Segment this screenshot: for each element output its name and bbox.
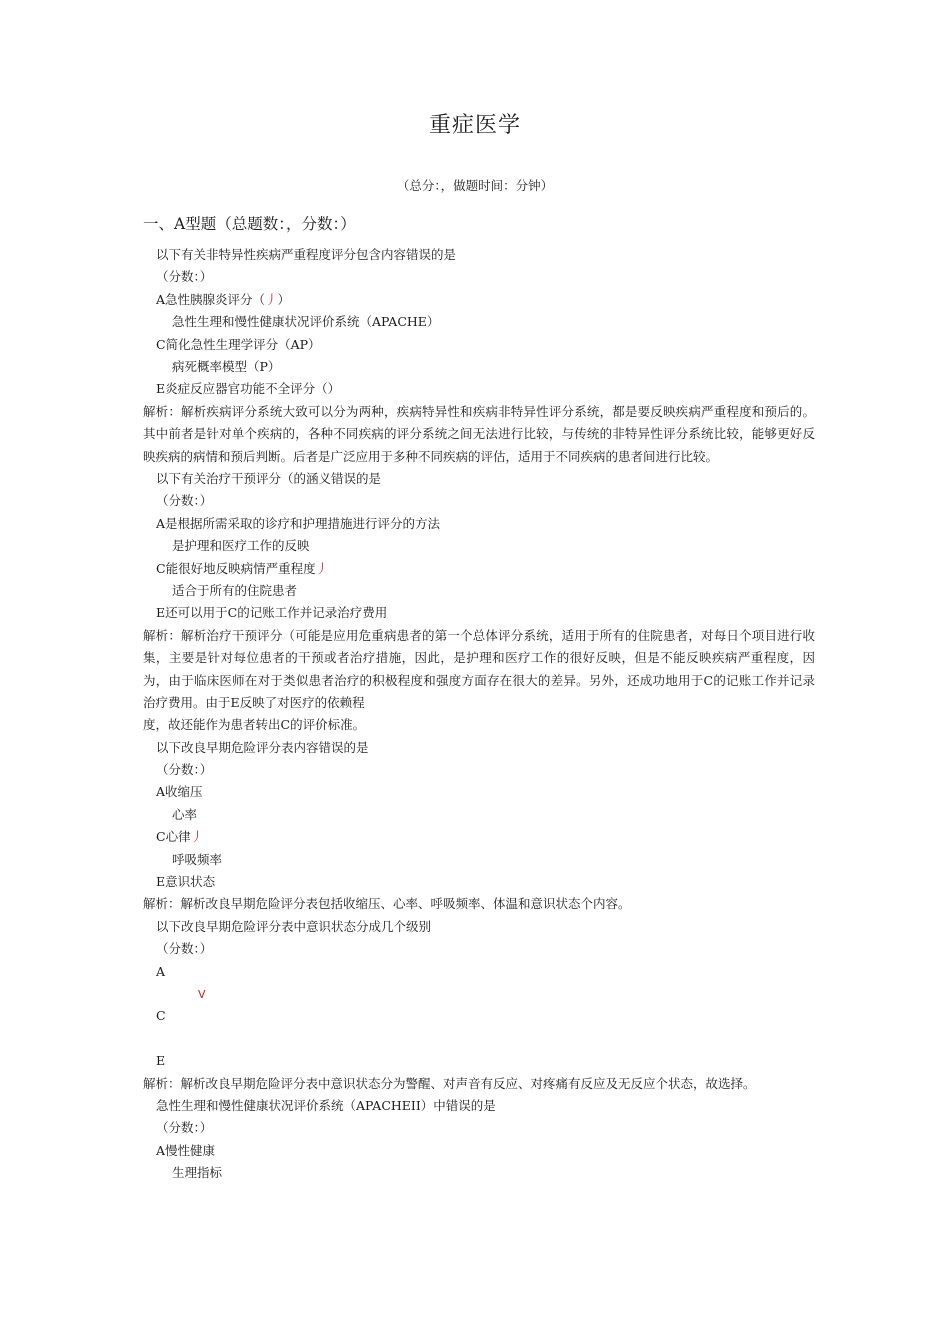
question-2-option-b: 是护理和医疗工作的反映 bbox=[172, 538, 310, 554]
question-3-analysis: 解析：解析改良早期危险评分表包括收缩压、心率、呼吸频率、体温和意识状态个内容。 bbox=[143, 896, 631, 912]
option-text-tail: ） bbox=[277, 291, 291, 307]
question-5-option-b: 生理指标 bbox=[172, 1165, 223, 1181]
question-2-option-d: 适合于所有的住院患者 bbox=[172, 582, 298, 598]
question-1-option-b: 急性生理和慢性健康状况评价系统（APACHE） bbox=[172, 314, 440, 330]
question-2-option-c bbox=[143, 558, 815, 580]
question-1-score: （分数：） bbox=[156, 269, 213, 285]
page-title: 重症医学 bbox=[428, 113, 521, 138]
question-3-option-e: E意识状态 bbox=[156, 874, 216, 890]
question-2-score: （分数：） bbox=[156, 493, 213, 509]
question-1-option-d: 病死概率模型（P） bbox=[172, 358, 281, 374]
question-5-option-a: A慢性健康 bbox=[156, 1142, 216, 1158]
question-3-stem: 以下改良早期危险评分表内容错误的是 bbox=[156, 739, 369, 755]
answer-check-mark: 丿 bbox=[315, 560, 329, 576]
question-2-option-a: A是根据所需采取的诊疗和护理措施进行评分的方法 bbox=[156, 515, 441, 531]
option-text: C心律 bbox=[156, 829, 191, 845]
document-body bbox=[143, 244, 815, 1185]
question-2-stem: 以下有关治疗干预评分（的涵义错误的是 bbox=[156, 470, 382, 486]
question-2-option-e: E还可以用于C的记账工作并记录治疗费用 bbox=[156, 605, 388, 621]
question-5-stem: 急性生理和慢性健康状况评价系统（APACHEII）中错误的是 bbox=[156, 1097, 496, 1113]
question-1-option-e: E炎症反应器官功能不全评分（） bbox=[156, 381, 341, 397]
section-heading: 一、A型题（总题数：，分数：） bbox=[143, 215, 356, 233]
question-3-option-a: A收缩压 bbox=[156, 784, 203, 800]
question-4-option-a: A bbox=[156, 963, 166, 979]
question-4-option-b bbox=[143, 983, 815, 1005]
question-3-option-b: 心率 bbox=[172, 806, 198, 822]
answer-check-mark: V bbox=[198, 988, 206, 1001]
option-text: A急性胰腺炎评分（ bbox=[156, 291, 266, 307]
question-4-option-e: E bbox=[156, 1053, 166, 1069]
question-1-option-a bbox=[143, 289, 815, 311]
question-3-score: （分数：） bbox=[156, 762, 213, 778]
question-3-option-d: 呼吸频率 bbox=[172, 851, 223, 867]
exam-meta: （总分：，做题时间：分钟） bbox=[396, 178, 554, 193]
question-3-option-c bbox=[143, 826, 815, 848]
question-2-analysis: 解析：解析治疗干预评分（可能是应用危重病患者的第一个总体评分系统，适用于所有的住院患者，对每日个项目进行收集，主要是针对每位患者的干预或者治疗措施，因此，是护理和医疗工作的很好反映，但是不能反映疾病严重程度，因为，由于临床医师在对于类似患者治疗的积极程度和强度方面存在很大的差异。另外，还成功地用于C的记账工作并记录治疗费用。由于E反映了对医疗的依赖程 bbox=[143, 627, 815, 710]
question-4-stem: 以下改良早期危险评分表中意识状态分成几个级别 bbox=[156, 918, 432, 934]
question-1-analysis: 解析：解析疾病评分系统大致可以分为两种，疾病特异性和疾病非特异性评分系统，都是要反映疾病严重程度和预后的。其中前者是针对单个疾病的，各种不同疾病的评分系统之间无法进行比较，与传统的非特异性评分系统比较，能够更好反映疾病的病情和预后判断。后者是广泛应用于多种不同疾病的评估，适用于不同疾病的患者间进行比较。 bbox=[143, 403, 815, 464]
question-1-option-c: C简化急性生理学评分（AP） bbox=[156, 336, 321, 352]
question-5-score: （分数：） bbox=[156, 1120, 213, 1136]
question-2-analysis-tail: 度，故还能作为患者转出C的评价标准。 bbox=[143, 717, 366, 733]
question-1-stem: 以下有关非特异性疾病严重程度评分包含内容错误的是 bbox=[156, 247, 457, 262]
question-4-score: （分数：） bbox=[156, 941, 213, 957]
option-text: C能很好地反映病情严重程度 bbox=[156, 560, 316, 576]
question-4-option-c: C bbox=[156, 1008, 166, 1024]
question-4-analysis: 解析：解析改良早期危险评分表中意识状态分为警醒、对声音有反应、对疼痛有反应及无反应个状态，故选择。 bbox=[143, 1075, 756, 1091]
question-4-option-d bbox=[143, 1028, 815, 1050]
answer-check-mark: 丿 bbox=[265, 291, 278, 307]
answer-check-mark: 丿 bbox=[190, 829, 204, 845]
